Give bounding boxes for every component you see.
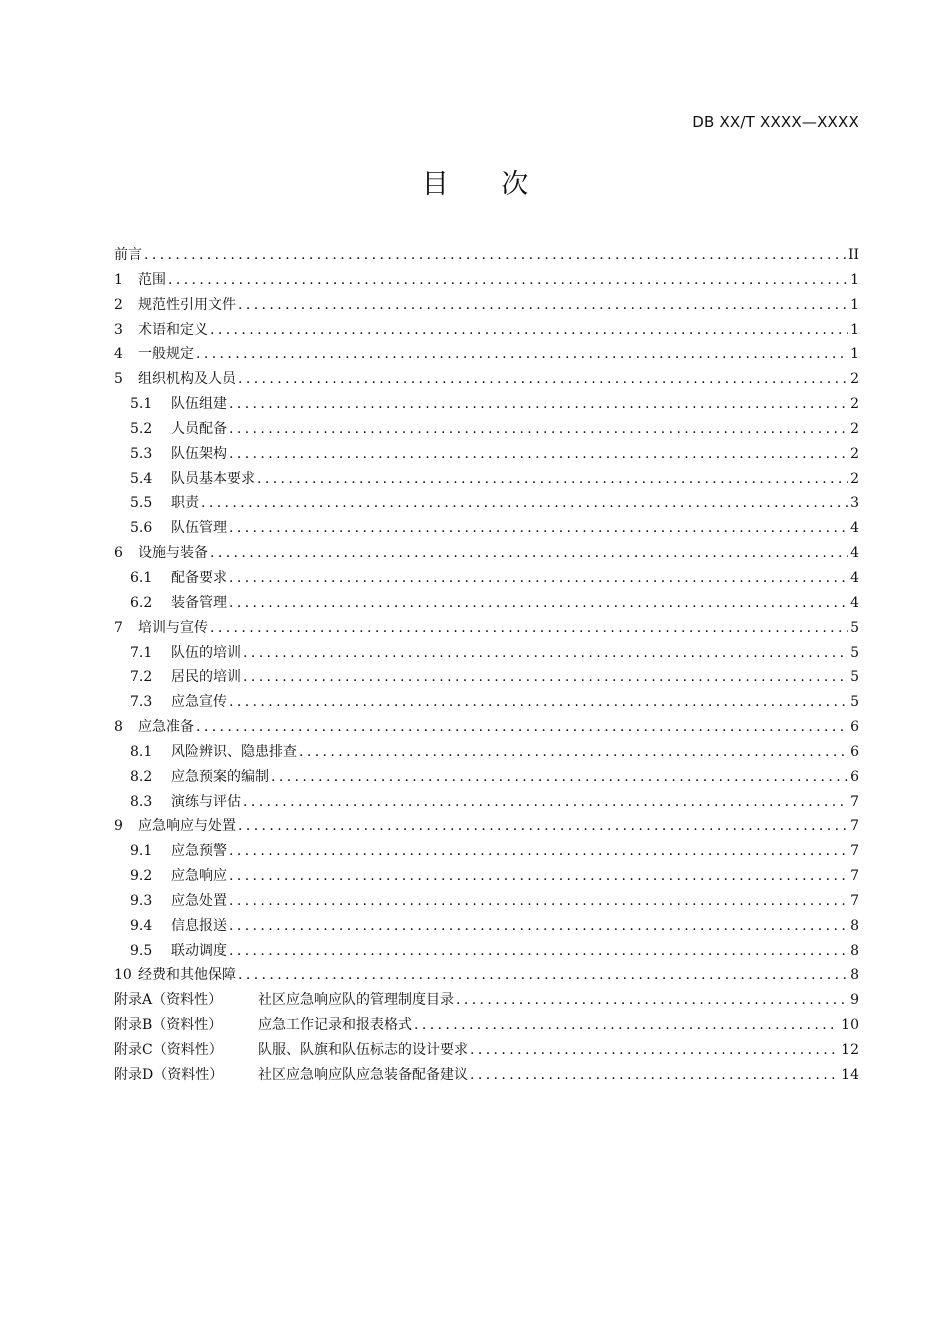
toc-dot-leader [229, 417, 848, 442]
toc-entry-title: 应急准备 [138, 719, 194, 736]
toc-dot-leader [210, 616, 848, 641]
toc-entry-page-number: 4 [850, 569, 859, 586]
toc-entry-page-number: 1 [850, 321, 859, 338]
toc-entry-number: 1 [114, 271, 123, 288]
toc-entry[interactable] [114, 889, 859, 914]
toc-entry-title: 队伍组建 [171, 396, 227, 413]
toc-dot-leader [243, 665, 848, 690]
toc-entry-title: 人员配备 [171, 420, 227, 437]
toc-entry-title: 培训与宣传 [138, 619, 208, 636]
toc-entry-page-number: 2 [850, 420, 859, 437]
toc-entry-title: 应急预案的编制 [171, 768, 269, 785]
toc-entry-number: 7.3 [130, 694, 153, 711]
toc-entry-title: 应急处置 [171, 892, 227, 909]
toc-entry-number: 5.3 [130, 445, 153, 462]
toc-dot-leader [168, 268, 848, 293]
toc-entry-page-number: 5 [850, 694, 859, 711]
toc-dot-leader [229, 392, 848, 417]
toc-entry[interactable] [114, 516, 859, 541]
toc-entry-number: 5.1 [130, 396, 153, 413]
toc-entry[interactable] [114, 1013, 859, 1038]
page-title: 目 次 [421, 169, 551, 200]
toc-entry-number: 10 [114, 967, 132, 984]
toc-entry-page-number: 14 [841, 1066, 859, 1083]
toc-entry-page-number: 2 [850, 445, 859, 462]
toc-entry-number: 9.2 [130, 868, 153, 885]
toc-entry[interactable] [114, 467, 859, 492]
toc-entry-title: 信息报送 [171, 917, 227, 934]
toc-entry-number: 附录D（资料性） [114, 1066, 224, 1083]
toc-dot-leader [238, 814, 848, 839]
toc-entry-title: 应急响应 [171, 868, 227, 885]
toc-entry-title: 范围 [138, 271, 166, 288]
toc-entry-title: 组织机构及人员 [138, 371, 236, 388]
toc-entry[interactable] [114, 1063, 859, 1088]
toc-entry[interactable] [114, 442, 859, 467]
toc-entry-number: 5 [114, 371, 123, 388]
toc-entry[interactable] [114, 864, 859, 889]
toc-entry-number: 5.5 [130, 495, 153, 512]
toc-entry[interactable] [114, 1038, 859, 1063]
toc-entry-number: 5.2 [130, 420, 153, 437]
toc-entry[interactable] [114, 243, 859, 268]
toc-dot-leader [229, 690, 848, 715]
toc-entry-number: 9.5 [130, 942, 153, 959]
toc-entry-page-number: 6 [850, 719, 859, 736]
toc-entry-number: 附录B（资料性） [114, 1017, 223, 1034]
toc-entry[interactable] [114, 690, 859, 715]
toc-dot-leader [243, 790, 848, 815]
toc-entry-title: 职责 [171, 495, 199, 512]
toc-dot-leader [456, 988, 848, 1013]
toc-dot-leader [229, 839, 848, 864]
toc-entry-title: 配备要求 [171, 569, 227, 586]
toc-entry-number: 8.2 [130, 768, 153, 785]
toc-entry[interactable] [114, 715, 859, 740]
toc-entry-page-number: II [847, 247, 859, 263]
toc-entry[interactable] [114, 616, 859, 641]
toc-entry-number: 7.2 [130, 669, 153, 686]
toc-entry-number: 7 [114, 619, 123, 636]
toc-dot-leader [238, 963, 848, 988]
toc-entry-number: 8 [114, 719, 123, 736]
toc-entry-page-number: 2 [850, 396, 859, 413]
toc-entry-number: 2 [114, 296, 123, 313]
toc-entry-number: 5.6 [130, 520, 153, 537]
toc-entry[interactable] [114, 914, 859, 939]
table-of-contents [114, 243, 859, 1088]
toc-entry-number: 9.3 [130, 892, 153, 909]
toc-entry-number: 6.1 [130, 569, 153, 586]
toc-dot-leader [470, 1063, 839, 1088]
toc-entry-page-number: 2 [850, 371, 859, 388]
toc-entry[interactable] [114, 665, 859, 690]
toc-entry-number: 5.4 [130, 470, 153, 487]
toc-entry-number: 3 [114, 321, 123, 338]
toc-entry-title: 队伍的培训 [171, 644, 241, 661]
toc-entry-number: 9 [114, 818, 123, 835]
toc-entry[interactable] [114, 417, 859, 442]
toc-entry-number: 8.3 [130, 793, 153, 810]
toc-dot-leader [229, 864, 848, 889]
toc-entry-page-number: 5 [850, 619, 859, 636]
toc-entry-page-number: 12 [841, 1042, 859, 1058]
toc-entry-title: 经费和其他保障 [138, 967, 236, 984]
toc-entry[interactable] [114, 268, 859, 293]
toc-entry[interactable] [114, 367, 859, 392]
toc-dot-leader [229, 516, 848, 541]
toc-entry-page-number: 7 [850, 818, 859, 835]
toc-entry[interactable] [114, 392, 859, 417]
toc-entry-number: 9.1 [130, 843, 153, 860]
toc-entry-page-number: 8 [850, 942, 859, 959]
toc-entry-title: 演练与评估 [171, 793, 241, 810]
toc-entry[interactable] [114, 765, 859, 790]
toc-entry-title: 队伍管理 [171, 520, 227, 537]
toc-entry-number: 6 [114, 545, 123, 562]
document-code: DB XX/T XXXX—XXXX [692, 113, 859, 131]
toc-entry[interactable] [114, 814, 859, 839]
toc-entry-page-number: 4 [850, 545, 859, 562]
toc-entry-title: 设施与装备 [138, 545, 208, 562]
toc-entry[interactable] [114, 939, 859, 964]
toc-entry-number: 9.4 [130, 917, 153, 934]
toc-dot-leader [144, 243, 846, 268]
toc-dot-leader [229, 566, 848, 591]
toc-dot-leader [210, 541, 848, 566]
toc-entry-number: 8.1 [130, 743, 153, 760]
toc-entry-number: 7.1 [130, 644, 153, 661]
toc-dot-leader [299, 740, 848, 765]
toc-entry-title: 规范性引用文件 [138, 296, 236, 313]
toc-entry-page-number: 7 [850, 843, 859, 860]
toc-dot-leader [470, 1038, 839, 1063]
toc-dot-leader [414, 1013, 839, 1038]
toc-dot-leader [229, 939, 848, 964]
toc-dot-leader [196, 715, 848, 740]
toc-entry-page-number: 8 [850, 917, 859, 934]
toc-dot-leader [229, 591, 848, 616]
toc-entry-title: 居民的培训 [171, 669, 241, 686]
toc-entry-page-number: 9 [850, 992, 859, 1009]
toc-entry-title: 风险辨识、隐患排查 [171, 743, 297, 760]
toc-entry-page-number: 1 [850, 346, 859, 363]
toc-entry[interactable] [114, 318, 859, 343]
toc-entry[interactable] [114, 591, 859, 616]
toc-entry-title: 应急宣传 [171, 694, 227, 711]
toc-entry-page-number: 7 [850, 868, 859, 885]
toc-entry-page-number: 8 [850, 967, 859, 984]
toc-entry-page-number: 5 [850, 644, 859, 661]
toc-entry-page-number: 10 [841, 1017, 859, 1034]
toc-dot-leader [257, 467, 848, 492]
toc-entry-title: 社区应急响应队应急装备配备建议 [258, 1066, 468, 1083]
toc-entry-page-number: 1 [850, 296, 859, 313]
toc-entry-page-number: 6 [850, 768, 859, 785]
toc-entry[interactable] [114, 541, 859, 566]
toc-entry-title: 社区应急响应队的管理制度目录 [258, 992, 454, 1009]
toc-entry-title: 前言 [114, 247, 142, 263]
toc-entry-title: 一般规定 [138, 346, 194, 363]
toc-entry-page-number: 7 [850, 793, 859, 810]
toc-entry-page-number: 4 [850, 520, 859, 537]
toc-entry-title: 队员基本要求 [171, 470, 255, 487]
toc-dot-leader [229, 889, 848, 914]
toc-entry-page-number: 3 [850, 495, 859, 512]
toc-dot-leader [238, 293, 848, 318]
toc-entry-page-number: 6 [850, 743, 859, 760]
toc-dot-leader [271, 765, 848, 790]
toc-entry[interactable] [114, 963, 859, 988]
toc-entry-number: 附录A（资料性） [114, 992, 223, 1009]
toc-dot-leader [238, 367, 848, 392]
toc-dot-leader [196, 342, 848, 367]
toc-entry[interactable] [114, 790, 859, 815]
toc-dot-leader [229, 442, 848, 467]
toc-entry-page-number: 1 [850, 271, 859, 288]
toc-entry-title: 应急工作记录和报表格式 [258, 1017, 412, 1034]
toc-dot-leader [210, 318, 848, 343]
toc-entry-title: 应急响应与处置 [138, 818, 236, 835]
toc-entry-title: 应急预警 [171, 843, 227, 860]
toc-entry-page-number: 7 [850, 892, 859, 909]
toc-entry-title: 联动调度 [171, 942, 227, 959]
toc-entry-number: 6.2 [130, 594, 153, 611]
toc-entry-title: 队伍架构 [171, 445, 227, 462]
toc-entry-page-number: 2 [850, 470, 859, 487]
toc-entry[interactable] [114, 566, 859, 591]
toc-entry-number: 附录C（资料性） [114, 1042, 223, 1058]
toc-entry-page-number: 5 [850, 669, 859, 686]
toc-entry[interactable] [114, 740, 859, 765]
toc-dot-leader [201, 491, 848, 516]
toc-entry-number: 4 [114, 346, 123, 363]
toc-entry-title: 术语和定义 [138, 321, 208, 338]
toc-entry-title: 队服、队旗和队伍标志的设计要求 [258, 1042, 468, 1058]
toc-entry[interactable] [114, 641, 859, 666]
toc-entry[interactable] [114, 491, 859, 516]
toc-dot-leader [229, 914, 848, 939]
toc-dot-leader [243, 641, 848, 666]
toc-entry[interactable] [114, 293, 859, 318]
toc-entry[interactable] [114, 342, 859, 367]
toc-entry[interactable] [114, 988, 859, 1013]
toc-entry[interactable] [114, 839, 859, 864]
toc-entry-title: 装备管理 [171, 594, 227, 611]
toc-entry-page-number: 4 [850, 594, 859, 611]
